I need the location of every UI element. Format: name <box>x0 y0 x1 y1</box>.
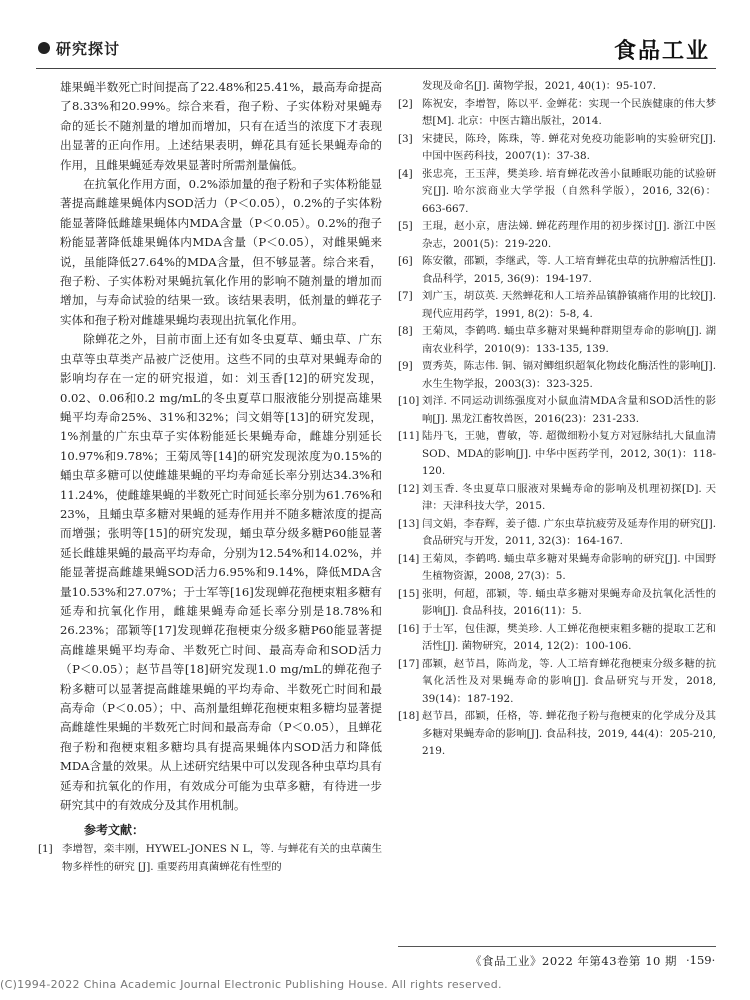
header-divider <box>36 68 716 69</box>
reference-text: 王琨，赵小京，唐法娣. 蝉花药理作用的初步探讨[J]. 浙江中医杂志，2001(5)：219-220. <box>422 220 716 250</box>
reference-item <box>398 656 716 709</box>
reference-number: [5] <box>398 220 413 232</box>
reference-number: [8] <box>398 325 413 337</box>
reference-number: [12] <box>398 482 420 495</box>
reference-text: 贾秀英，陈志伟. 铜、镉对鲫组织超氧化物歧化酶活性的影响[J]. 水生生物学报，2003(3)：323-325. <box>422 360 716 390</box>
reference-text: 邵颖，赵节昌，陈尚龙，等. 人工培育蝉花孢梗束分级多糖的抗氧化活性及对果蝇寿命的影响[J]. 食品研究与开发，2018, 39(14)：187-192. <box>422 657 716 705</box>
body-paragraph: 雄果蝇半数死亡时间提高了22.48%和25.41%，最高寿命提高了8.33%和20.99%。综合来看，孢子粉、子实体粉对果蝇寿命的延长不随剂量的增加而增加，只有在适当的浓度下才表现出显著的正向作用。上述结果表明，蝉花具有延长果蝇寿命的作用，且雌果蝇延寿效果显著时所需剂量偏低。 <box>60 80 382 172</box>
reference-item <box>398 253 716 288</box>
left-column <box>38 78 382 876</box>
reference-text: 宋捷民，陈玲，陈珠，等. 蝉花对免疫功能影响的实验研究[J]. 中国中医药科技，2007(1)：37-38. <box>422 132 716 162</box>
reference-item <box>398 428 716 481</box>
reference-text: 陈祝安，李增智，陈以平. 金蝉花：实现一个民族健康的伟大梦想[M]. 北京：中医古籍出版社，2014. <box>422 97 716 127</box>
footer-divider <box>398 946 716 947</box>
reference-item <box>398 481 716 516</box>
reference-item <box>398 621 716 656</box>
section-title: 研究探讨 <box>56 40 121 58</box>
reference-number: [1] <box>38 843 53 856</box>
page-number: ·159· <box>686 953 716 967</box>
reference-number: [7] <box>398 290 413 302</box>
reference-number: [2] <box>398 97 413 110</box>
reference-item <box>398 551 716 586</box>
reference-number: [17] <box>398 657 420 670</box>
reference-number: [4] <box>398 167 413 180</box>
footer-journal-issue: 《食品工业》2022 年第43卷第 10 期 <box>470 954 677 968</box>
reference-item <box>398 358 716 393</box>
reference-item <box>398 166 716 219</box>
reference-number: [16] <box>398 622 420 635</box>
reference-number: [10] <box>398 395 420 407</box>
reference-number: [15] <box>398 587 420 600</box>
reference-text: 陆丹飞，王驰，曹敏，等. 超微细粉小复方对冠脉结扎大鼠血清SOD、MDA的影响[J]. 中华中医药学刊，2012, 30(1)：118-120. <box>422 430 716 477</box>
reference-text: 王菊凤，李鹤鸣. 蛹虫草多糖对果蝇种群期望寿命的影响[J]. 湖南农业科学，2010(9)：133-135, 139. <box>422 325 716 355</box>
section-bullet-icon <box>38 42 50 54</box>
reference-item <box>398 131 716 166</box>
right-column <box>398 78 716 761</box>
reference-number: [3] <box>398 132 413 145</box>
reference-number: [11] <box>398 430 420 442</box>
journal-logo: 食品工业 <box>613 38 710 64</box>
body-paragraph: 除蝉花之外，目前市面上还有如冬虫夏草、蛹虫草、广东虫草等虫草类产品被广泛使用。这些不同的虫草对果蝇寿命的影响均存在一定的研究报道，如：刘玉香[12]的研究发现，0.02、0.06和0.2 mg/mL的冬虫夏草口服液能分别提高雄果蝇平均寿命25%、31%和32%；闫文娟等[13]的研究发现，1%剂量的广东虫草子实体粉能延长果蝇寿命，雌雄分别延长10.97%和9.78%；王菊凤等[14]的研究发现浓度为0.15%的蛹虫草多糖可以使雌雄果蝇的平均寿命延长率分别达34.3%和11.24%，使雌雄果蝇的半数死亡时间延长率分别为61.76%和23%，且蛹虫草多糖对果蝇的延寿作用并不随多糖浓度的提高而增强；张明等[15]的研究发现，蛹虫草分级多糖P60能显著延长雌雄果蝇的最高平均寿命，分别为12.54%和14.02%，并能显著提高雌雄果蝇SOD活力6.95%和9.14%，降低MDA含量10.53%和27.07%；于士军等[16]发现蝉花孢梗束粗多糖有延寿和抗氧化作用，雌雄果蝇寿命延长率分别是18.78%和26.23%；邵颖等[17]发现蝉花孢梗束分级多糖P60能显著提高雌雄果蝇平均寿命、半数死亡时间、最高寿命和SOD活力（P＜0.05）；赵节昌等[18]研究发现1.0 mg/mL的蝉花孢子粉多糖可以显著提高雌雄果蝇的平均寿命、半数死亡时间和最高寿命（P＜0.05）；中、高剂量组蝉花孢梗束粗多糖均显著提高雌雄性果蝇的半数死亡时间和最高寿命（P＜0.05），且蝉花孢子粉和孢梗束粗多糖均具有提高果蝇体内SOD活力和降低MDA含量的效果。从上述研究结果中可以发现各种虫草均具有延寿和抗氧化的作用，有效成分可能为虫草多糖，有待进一步研究其中的有效成分及其作用机制。 <box>60 332 382 813</box>
reference-number: [14] <box>398 552 420 565</box>
reference-text: 陈安徽，邵颖，李继武，等. 人工培育蝉花虫草的抗肿瘤活性[J]. 食品科学，2015, 36(9)：194-197. <box>422 255 716 285</box>
reference-item <box>398 288 716 323</box>
reference-text: 张忠亮，王玉萍，樊美珍. 培育蝉花改善小鼠睡眠功能的试验研究[J]. 哈尔滨商业大学学报（自然科学版），2016, 32(6)：663-667. <box>422 167 716 215</box>
reference-text: 刘洋. 不同运动训练强度对小鼠血清MDA含量和SOD活性的影响[J]. 黑龙江畜牧兽医，2016(23)：231-233. <box>422 395 716 425</box>
reference-item <box>398 218 716 253</box>
reference-text: 闫文娟，李春辉，姜子德. 广东虫草抗疲劳及延寿作用的研究[J]. 食品研究与开发，2011, 32(3)：164-167. <box>422 517 716 547</box>
reference-item <box>398 516 716 551</box>
reference-text: 发现及命名[J]. 菌物学报，2021, 40(1)：95-107. <box>422 80 657 92</box>
reference-item-continued <box>398 78 716 96</box>
reference-text: 李增智，栾丰刚，HYWEL-JONES N L，等. 与蝉花有关的虫草菌生物多样性的研究 [J]. 重要药用真菌蝉花有性型的 <box>62 843 382 873</box>
references-heading: 参考文献： <box>84 823 145 838</box>
reference-item <box>398 393 716 428</box>
reference-number: [18] <box>398 710 420 722</box>
reference-item <box>398 708 716 761</box>
reference-text: 赵节昌，邵颖，任格，等. 蝉花孢子粉与孢梗束的化学成分及其多糖对果蝇寿命的影响[J]. 食品科技，2019, 44(4)：205-210, 219. <box>422 710 716 757</box>
reference-text: 于士军，包佳源，樊美珍. 人工蝉花孢梗束粗多糖的提取工艺和活性[J]. 菌物研究，2014, 12(2)：100-106. <box>422 622 716 652</box>
reference-item <box>38 841 382 876</box>
reference-item <box>398 96 716 131</box>
reference-list <box>398 96 716 761</box>
reference-number: [6] <box>398 255 413 267</box>
reference-number: [13] <box>398 517 420 530</box>
reference-number: [9] <box>398 360 413 372</box>
reference-text: 王菊凤，李鹤鸣. 蛹虫草多糖对果蝇寿命影响的研究[J]. 中国野生植物资源，2008, 27(3)：5. <box>422 552 716 582</box>
reference-item <box>398 586 716 621</box>
reference-item <box>398 323 716 358</box>
reference-text: 刘广玉，胡苡英. 天然蝉花和人工培养品镇静镇痛作用的比较[J]. 现代应用药学，1991, 8(2)：5-8, 4. <box>422 290 716 320</box>
page-header <box>38 34 718 64</box>
body-paragraph: 在抗氧化作用方面，0.2%添加量的孢子粉和子实体粉能显著提高雌雄果蝇体内SOD活力（P＜0.05），0.2%的子实体粉能显著降低雌雄果蝇体内MDA含量（P＜0.05）。0.2%的孢子粉能显著降低雄果蝇体内MDA含量（P＜0.05），对雌果蝇来说，虽能降低27.64%的MDA含量，但不够显著。综合来看，孢子粉、子实体粉对果蝇抗氧化作用的影响不随剂量的增加而增加，与寿命试验的结果一致。该结果表明，低剂量的蝉花子实体和孢子粉对雌雄果蝇均表现出抗氧化作用。 <box>60 177 382 327</box>
reference-text: 刘玉香. 冬虫夏草口服液对果蝇寿命的影响及机理初探[D]. 天津：天津科技大学，2015. <box>422 482 716 512</box>
copyright-notice: (C)1994-2022 China Academic Journal Electronic Publishing House. All rights reserved. <box>0 978 502 991</box>
reference-text: 张明，何超，邵颖，等. 蛹虫草多糖对果蝇寿命及抗氧化活性的影响[J]. 食品科技，2016(11)：5. <box>422 587 716 617</box>
